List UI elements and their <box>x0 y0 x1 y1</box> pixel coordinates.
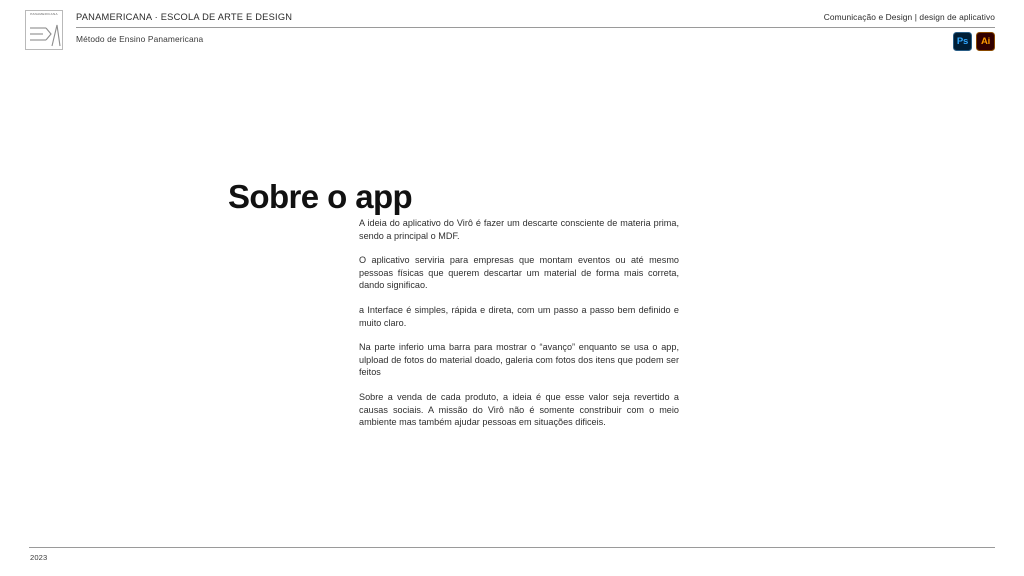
panamericana-logo <box>25 10 63 50</box>
logo-wordmark-text: PANAMERICANA <box>30 12 58 16</box>
body-copy <box>359 217 679 429</box>
header-divider <box>76 27 995 28</box>
footer-divider <box>29 547 995 548</box>
institution-name: PANAMERICANA · ESCOLA DE ARTE E DESIGN <box>76 12 293 22</box>
paragraph: a Interface é simples, rápida e direta, com um passo a passo bem definido e muito claro. <box>359 304 679 328</box>
course-label: Comunicação e Design | design de aplicativo <box>823 12 995 22</box>
photoshop-icon: Ps <box>953 32 972 51</box>
page-title: Sobre o app <box>228 178 413 216</box>
paragraph: Sobre a venda de cada produto, a ideia é que esse valor seja revertido a causas sociais. A missão do Virô não é somente constribuir com o meio ambiente mas também ajudar pessoas em situações dificeis. <box>359 391 679 428</box>
paragraph: O aplicativo serviria para empresas que montam eventos ou até mesmo pessoas físicas que querem descartar um material de forma mais correta, dando significao. <box>359 255 679 291</box>
teaching-method-label: Método de Ensino Panamericana <box>76 34 204 44</box>
slide-header <box>0 0 1024 58</box>
software-icon-group <box>953 32 995 51</box>
illustrator-icon: Ai <box>976 32 995 51</box>
panamericana-pa-monogram-icon <box>29 21 61 48</box>
paragraph: Na parte inferio uma barra para mostrar o “avanço” enquanto se usa o app, ulpload de fotos do material doado, galeria com fotos dos itens que podem ser feitos <box>359 342 679 378</box>
footer-year: 2023 <box>30 553 48 562</box>
paragraph: A ideia do aplicativo do Virô é fazer um descarte consciente de materia prima, sendo a principal o MDF. <box>359 218 679 241</box>
